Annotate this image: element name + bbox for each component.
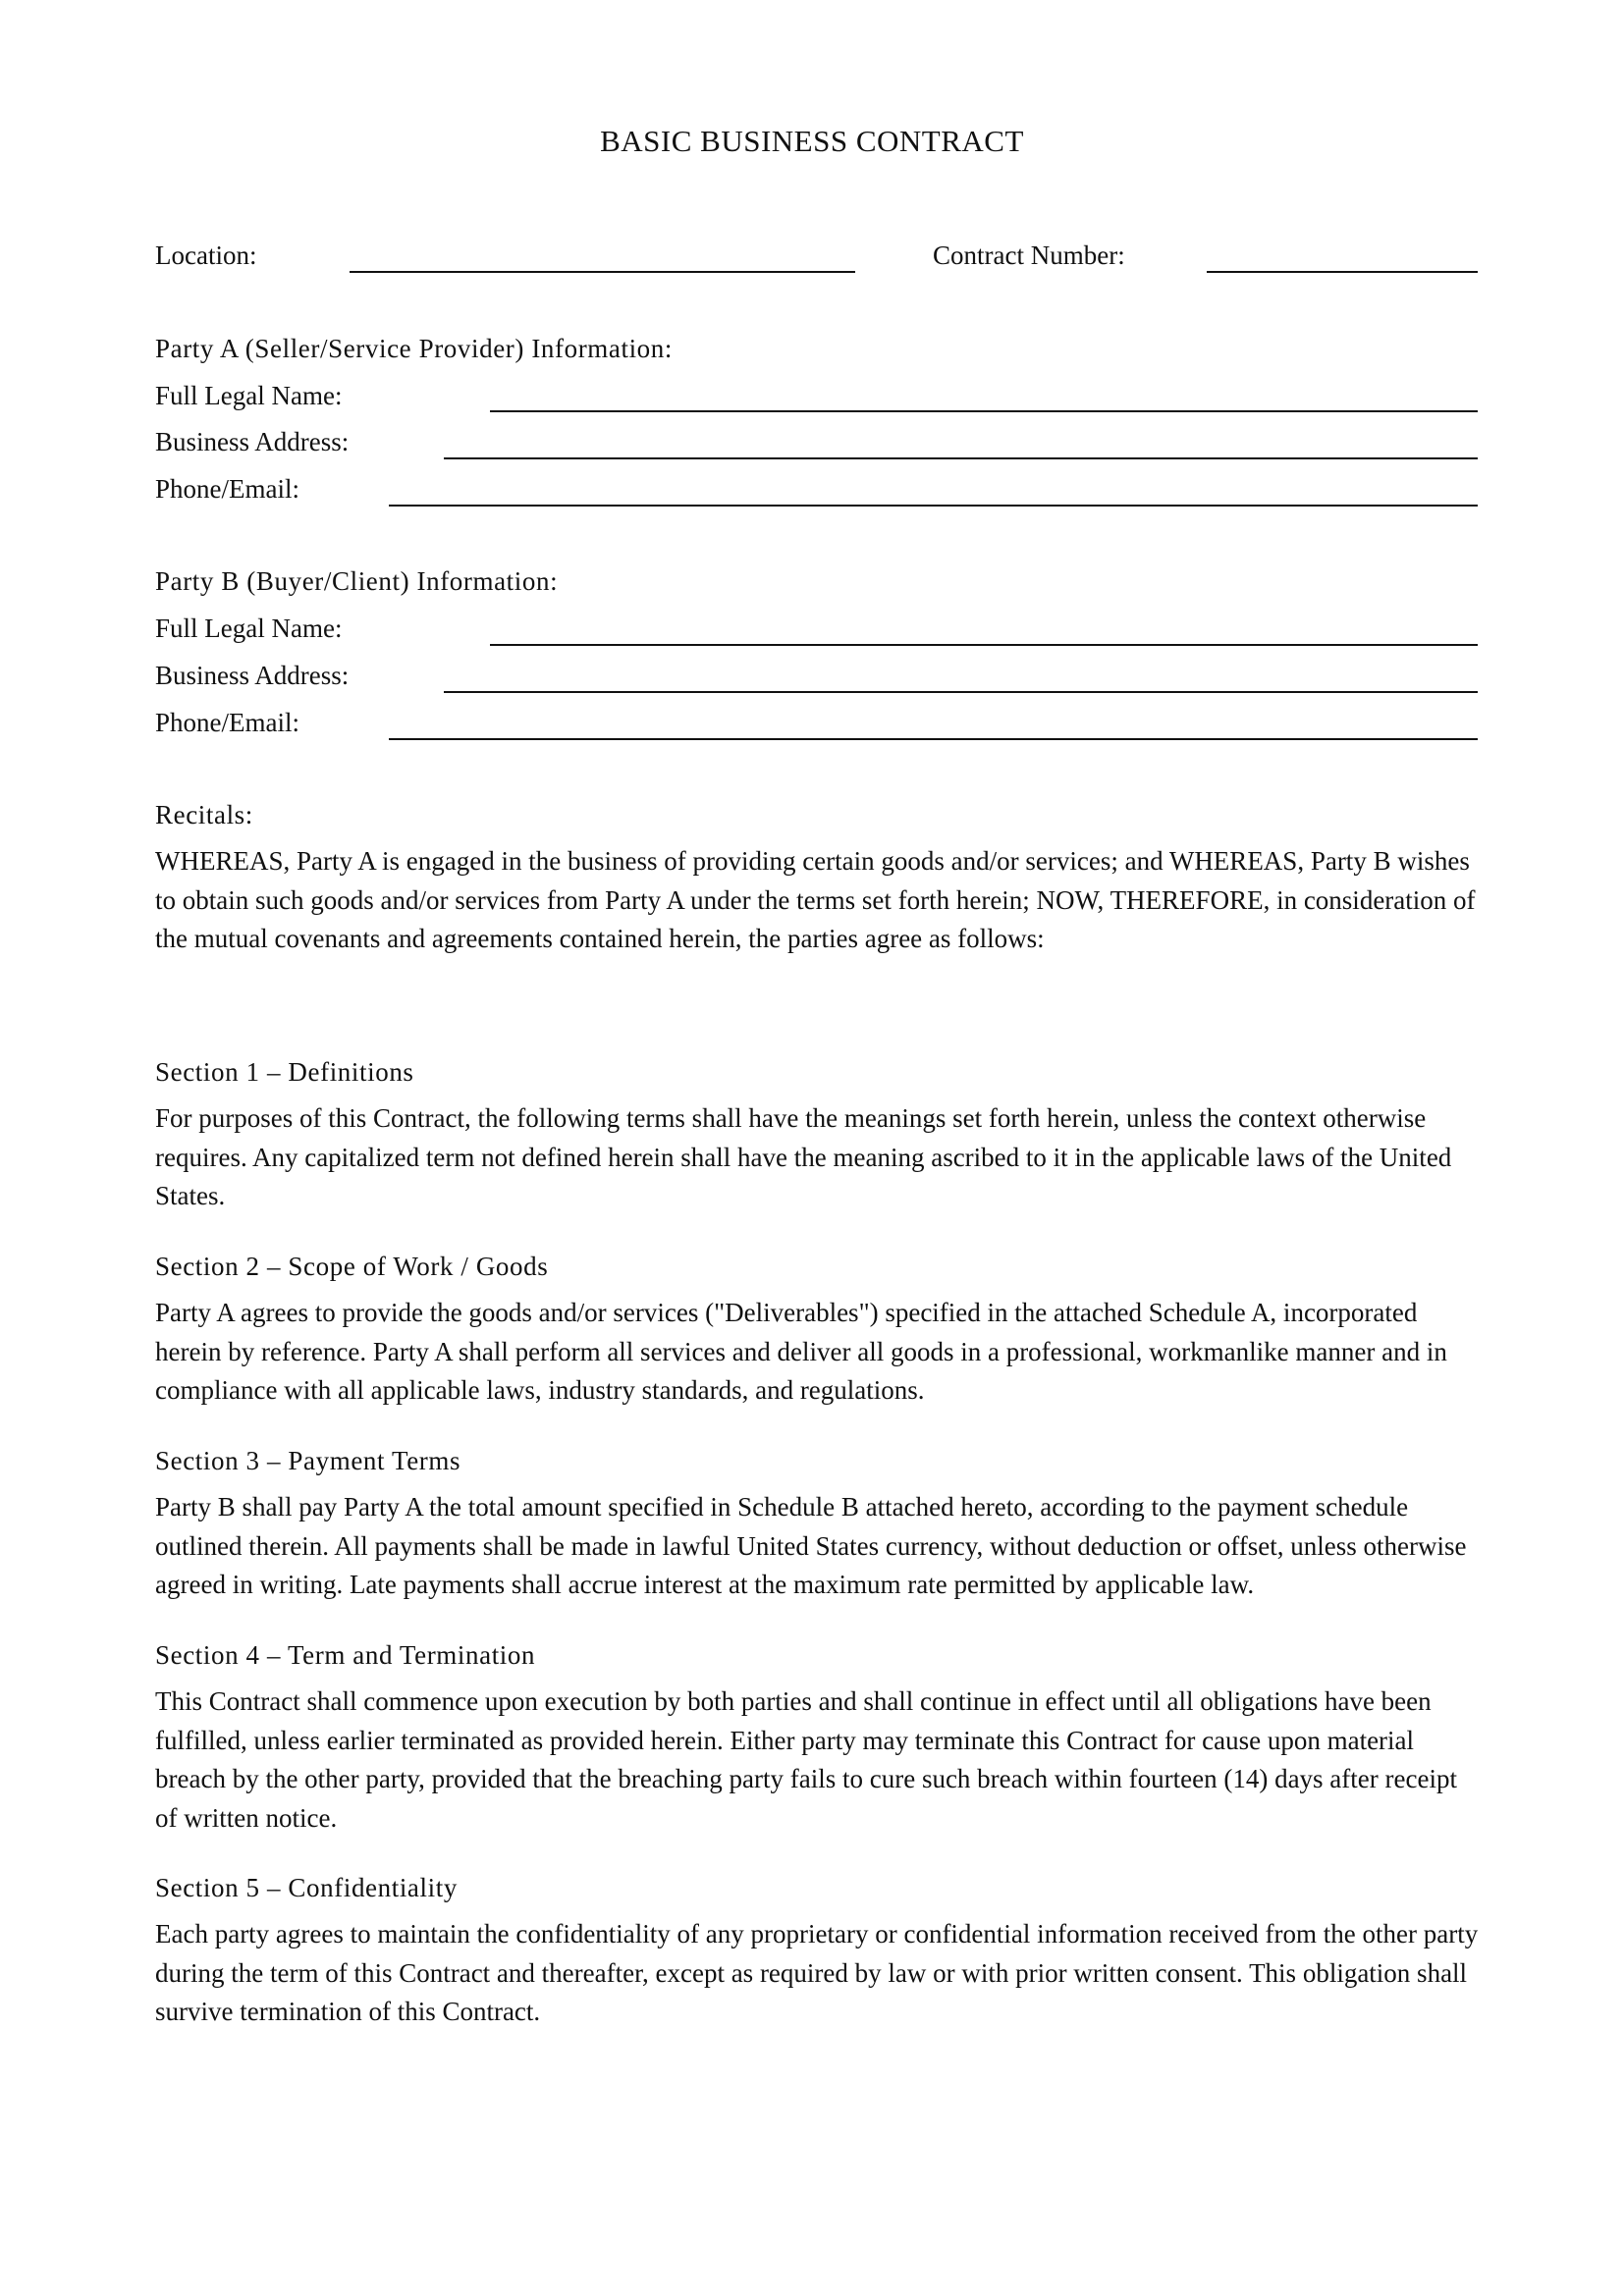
section-5-text: Each party agrees to maintain the confidentiality of any proprietary or confidential information received from the other party during the term of this Contract and thereafter, except as required by law or with prior written consent. This obligation shall survive termination of this Contract. <box>155 1919 1479 2027</box>
location-field[interactable] <box>350 271 855 273</box>
section-2-text: Party A agrees to provide the goods and/or services ("Deliverables") specified in the attached Schedule A, incorporated herein by reference. Party A shall perform all services and deliver all goods in a professional, workmanlike manner and in compliance with all applicable laws, industry standards, and regulations. <box>155 1298 1447 1406</box>
section-1-text: For purposes of this Contract, the following terms shall have the meanings set forth herein, unless the context otherwise requires. Any capitalized term not defined herein shall have the meaning ascribed to it in the applicable laws of the United States. <box>155 1103 1452 1211</box>
recitals-text: WHEREAS, Party A is engaged in the business of providing certain goods and/or services; and WHEREAS, Party B wishes to obtain such goods and/or services from Party A under the terms set forth herein; NOW, THEREFORE, in consideration of the mutual covenants and agreements contained herein, the parties agree as follows: <box>155 846 1476 954</box>
party-a-phone-email-field[interactable] <box>389 505 1478 507</box>
section-4-text: This Contract shall commence upon execution by both parties and shall continue in effect until all obligations have been fulfilled, unless earlier terminated as provided herein. Either party may terminate this Contract for cause upon material breach by the other party, provided that the breaching party fails to cure such breach within fourteen (14) days after receipt of written notice. <box>155 1686 1457 1833</box>
section-3-text: Party B shall pay Party A the total amount specified in Schedule B attached hereto, according to the payment schedule outlined therein. All payments shall be made in lawful United States currency, without deduction or offset, unless otherwise agreed in writing. Late payments shall accrue interest at the maximum rate permitted by applicable law. <box>155 1492 1467 1600</box>
section-3-heading: Section 3 – Payment Terms <box>155 1446 461 1475</box>
section-4-heading: Section 4 – Term and Termination <box>155 1640 536 1670</box>
document-title: BASIC BUSINESS CONTRACT <box>600 124 1024 158</box>
contract-number-field[interactable] <box>1207 271 1478 273</box>
party-b-business-address-label: Business Address: <box>155 661 350 690</box>
location-label: Location: <box>155 240 257 270</box>
contract-number-label: Contract Number: <box>933 240 1125 270</box>
party-b-full-legal-name-label: Full Legal Name: <box>155 614 343 643</box>
party-b-heading: Party B (Buyer/Client) Information: <box>155 566 559 596</box>
party-b-phone-email-field[interactable] <box>389 738 1478 740</box>
recitals-heading: Recitals: <box>155 800 253 829</box>
section-5-heading: Section 5 – Confidentiality <box>155 1873 458 1902</box>
party-a-phone-email-label: Phone/Email: <box>155 474 299 504</box>
party-b-full-legal-name-field[interactable] <box>490 644 1478 646</box>
party-b-phone-email-label: Phone/Email: <box>155 708 299 737</box>
party-a-full-legal-name-field[interactable] <box>490 410 1478 412</box>
section-1-heading: Section 1 – Definitions <box>155 1057 414 1087</box>
section-2-heading: Section 2 – Scope of Work / Goods <box>155 1252 549 1281</box>
party-b-business-address-field[interactable] <box>444 691 1478 693</box>
party-a-business-address-field[interactable] <box>444 457 1478 459</box>
party-a-full-legal-name-label: Full Legal Name: <box>155 381 343 410</box>
party-a-business-address-label: Business Address: <box>155 427 350 456</box>
party-a-heading: Party A (Seller/Service Provider) Information: <box>155 334 673 363</box>
